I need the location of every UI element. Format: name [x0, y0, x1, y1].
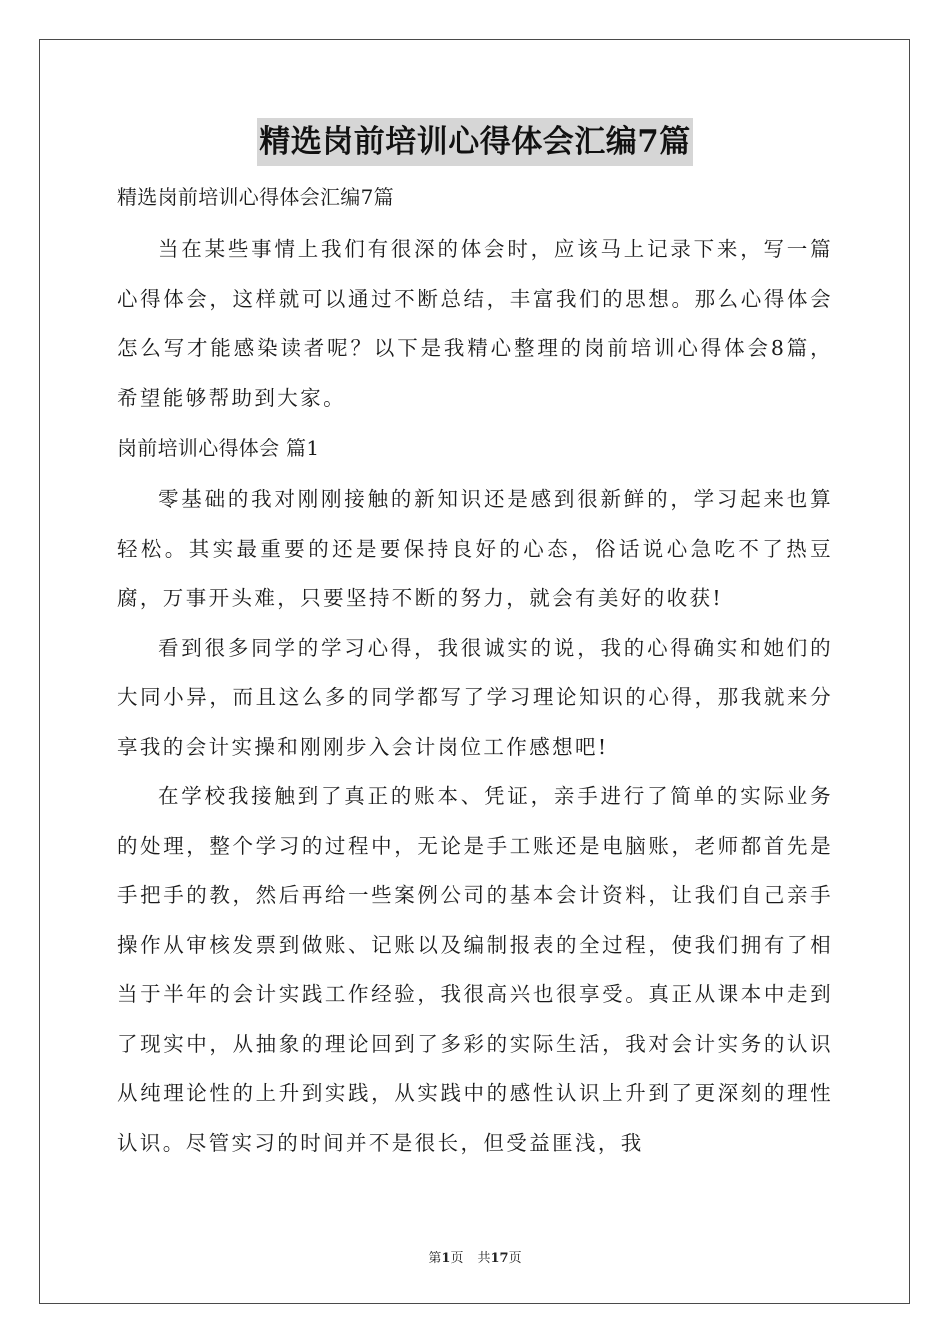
page-footer [0, 1247, 950, 1266]
section-heading: 岗前培训心得体会 篇1 [117, 436, 320, 460]
page-prefix: 第 [428, 1251, 442, 1266]
document-title: 精选岗前培训心得体会汇编7篇 [257, 118, 693, 166]
body-paragraph-3: 在学校我接触到了真正的账本、凭证，亲手进行了简单的实际业务的处理，整个学习的过程中，无论是手工账还是电脑账，老师都首先是手把手的教，然后再给一些案例公司的基本会计资料，让我们自己亲手操作从审核发票到做账、记账以及编制报表的全过程，使我们拥有了相当于半年的会计实践工作经验，我很高兴也很享受。真正从课本中走到了现实中，从抽象的理论回到了多彩的实际生活，我对会计实务的认识从纯理论性的上升到实践，从实践中的感性认识上升到了更深刻的理性认识。尽管实习的时间并不是很长，但受益匪浅，我 [117, 784, 833, 1155]
page-suffix: 页 [450, 1251, 464, 1266]
page-number: 1 [441, 1251, 451, 1266]
intro-paragraph: 当在某些事情上我们有很深的体会时，应该马上记录下来，写一篇心得体会，这样就可以通过不断总结，丰富我们的思想。那么心得体会怎么写才能感染读者呢？以下是我精心整理的岗前培训心得体会8篇，希望能够帮助到大家。 [117, 237, 833, 410]
document-body [117, 118, 833, 1168]
body-paragraph-1: 零基础的我对刚刚接触的新知识还是感到很新鲜的，学习起来也算轻松。其实最重要的还是要保持良好的心态，俗话说心急吃不了热豆腐，万事开头难，只要坚持不断的努力，就会有美好的收获! [117, 487, 833, 610]
total-prefix: 共 [477, 1251, 491, 1266]
total-suffix: 页 [508, 1251, 522, 1266]
document-subtitle: 精选岗前培训心得体会汇编7篇 [117, 185, 394, 209]
title-container [117, 118, 833, 174]
body-paragraph-2: 看到很多同学的学习心得，我很诚实的说，我的心得确实和她们的大同小异，而且这么多的同学都写了学习理论知识的心得，那我就来分享我的会计实操和刚刚步入会计岗位工作感想吧! [117, 635, 833, 759]
total-pages: 17 [490, 1251, 509, 1266]
